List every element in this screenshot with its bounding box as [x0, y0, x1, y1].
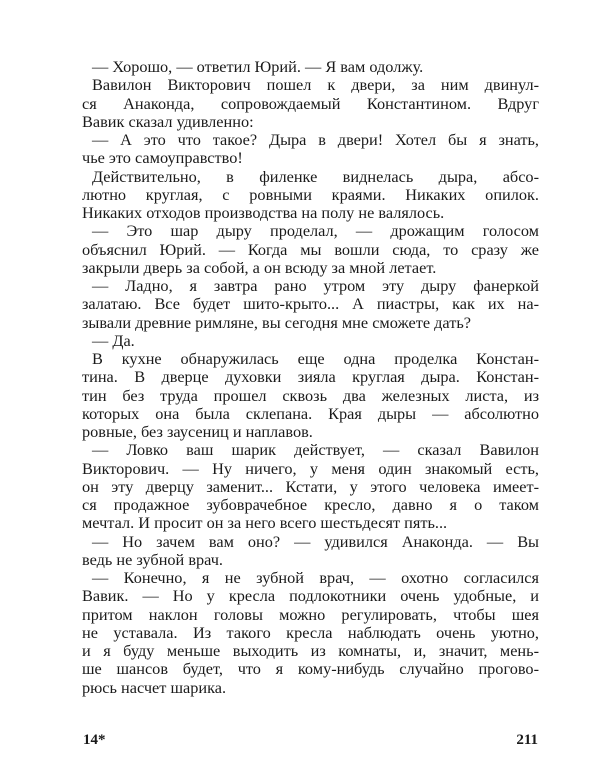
- text-line: В кухне обнаружилась еще одна проделка Констан-: [92, 350, 539, 368]
- text-line: которых она была склепана. Края дыры — абсолютно: [82, 404, 539, 423]
- text-line: ровные, без заусениц и наплавов.: [82, 423, 313, 441]
- text-line: объяснил Юрий. — Когда мы вошли сюда, то сразу же: [82, 240, 539, 259]
- text-line: — Ловко ваш шарик действует, — сказал Вавилон: [92, 441, 539, 460]
- text-line: — Хорошо, — ответил Юрий. — Я вам одолжу.: [92, 58, 424, 76]
- text-line: — Но зачем вам оно? — удивился Анаконда. — Вы: [92, 532, 539, 551]
- text-line: притом наклон головы можно регулировать, чтобы шея: [82, 605, 539, 624]
- text-line: ся продажное зубоврачебное кресло, давно я о таком: [82, 496, 539, 514]
- body-text: [82, 58, 539, 697]
- text-line: Вавик. — Но у кресла подлокотники очень удобные, и: [82, 587, 539, 606]
- text-line: — Это шар дыру проделал, — дрожащим голосом: [92, 222, 539, 241]
- text-line: Никаких отходов производства на полу не валялось.: [82, 204, 445, 222]
- text-line: закрыли дверь за собой, а он всюду за мной летает.: [82, 258, 437, 277]
- page-number: 211: [516, 732, 538, 748]
- text-line: тин без труда прошел сквозь два железных листа, из: [82, 386, 539, 405]
- text-line: чье это самоуправство!: [82, 149, 243, 168]
- text-line: лютно круглая, с ровными краями. Никаких опилок.: [82, 185, 539, 204]
- text-line: ведь не зубной врач.: [82, 550, 223, 569]
- printer-signature: 14*: [83, 732, 106, 748]
- text-line: Викторович. — Ну ничего, у меня один знакомый есть,: [82, 459, 539, 478]
- text-line: и я буду меньше выходить из комнаты, и, значит, мень-: [82, 642, 539, 660]
- text-line: зывали древние римляне, вы сегодня мне сможете дать?: [82, 313, 471, 332]
- text-line: — А это что такое? Дыра в двери! Хотел бы я знать,: [92, 131, 539, 149]
- text-line: — Да.: [92, 331, 135, 350]
- text-line: ся Анаконда, сопровождаемый Константином. Вдруг: [82, 94, 539, 113]
- text-line: рюсь насчет шарика.: [82, 678, 227, 697]
- text-line: мечтал. И просит он за него всего шестьдесят пять...: [82, 514, 448, 533]
- text-line: Вавик сказал удивленно:: [82, 112, 254, 131]
- text-line: Вавилон Викторович пошел к двери, за ним двинул-: [92, 76, 539, 95]
- text-line: — Ладно, я завтра рано утром эту дыру фанеркой: [92, 277, 539, 295]
- text-line: он эту дверцу заменит... Кстати, у этого человека имеет-: [82, 477, 539, 496]
- text-line: — Конечно, я не зубной врач, — охотно согласился: [92, 569, 539, 587]
- text-line: ше шансов будет, что я кому-нибудь случайно прогово-: [82, 660, 539, 679]
- text-line: Действительно, в филенке виднелась дыра, абсо-: [92, 167, 539, 186]
- text-line: залатаю. Все будет шито-крыто... А пиастры, как их на-: [82, 295, 539, 314]
- text-line: тина. В дверце духовки зияла круглая дыра. Констан-: [82, 368, 539, 387]
- text-line: не уставала. Из такого кресла наблюдать очень уютно,: [82, 623, 539, 642]
